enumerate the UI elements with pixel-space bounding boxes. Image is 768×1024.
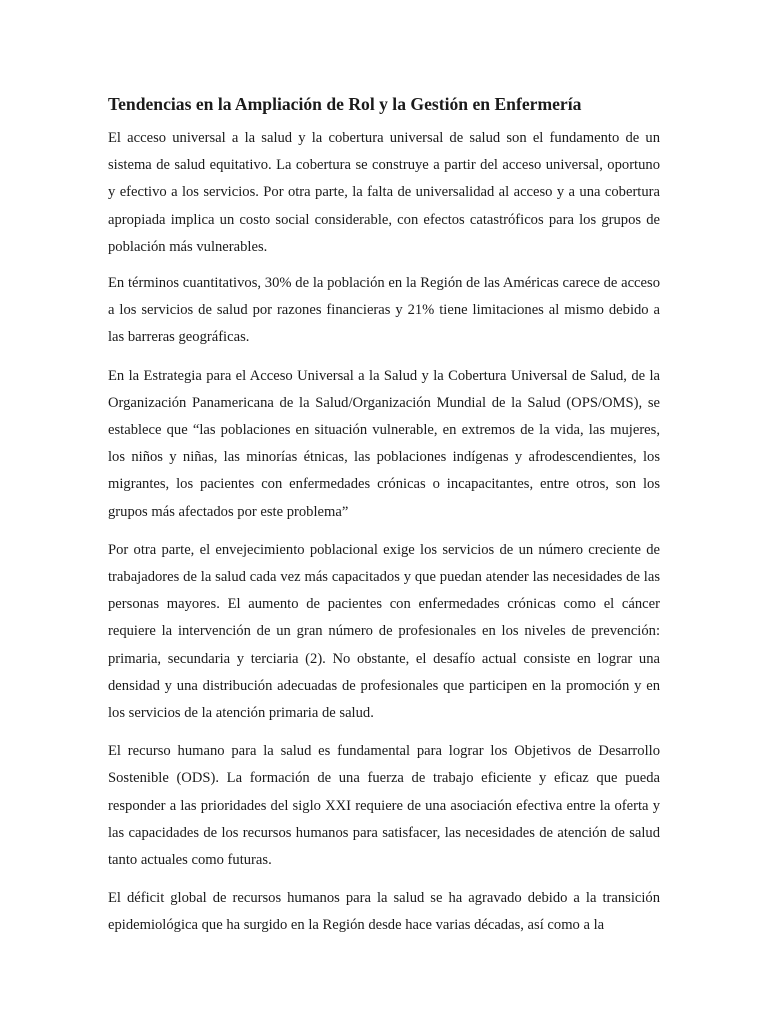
paragraph-5: El recurso humano para la salud es fundamental para lograr los Objetivos de Desarrollo Sostenible (ODS). La formación de una fuerza de trabajo eficiente y eficaz que pueda responder a las prioridades del siglo XXI requiere de una asociación efectiva entre la oferta y las capacidades de los recursos humanos para satisfacer, las necesidades de atención de salud tanto actuales como futuras.	[108, 743, 660, 869]
paragraph-4: Por otra parte, el envejecimiento poblacional exige los servicios de un número creciente de trabajadores de la salud cada vez más capacitados y que puedan atender las necesidades de las personas mayores. El aumento de pacientes con enfermedades crónicas como el cáncer requiere la intervención de un gran número de profesionales en los niveles de prevención: primaria, secundaria y terciaria (2). No obstante, el desafío actual consiste en lograr una densidad y una distribución adecuadas de profesionales que participen en la promoción y en los servicios de la atención primaria de salud.	[108, 541, 660, 722]
paragraph-1: El acceso universal a la salud y la cobertura universal de salud son el fundamento de un sistema de salud equitativo. La cobertura se construye a partir del acceso universal, oportuno y efectivo a los servicios. Por otra parte, la falta de universalidad al acceso y a una cobertura apropiada implica un costo social considerable, con efectos catastróficos para los grupos de población más vulnerables.	[108, 130, 660, 255]
paragraph-2: En términos cuantitativos, 30% de la población en la Región de las Américas carece de acceso a los servicios de salud por razones financieras y 21% tiene limitaciones al mismo debido a las barreras geográficas.	[108, 275, 660, 346]
document-title: Tendencias en la Ampliación de Rol y la Gestión en Enfermería	[108, 94, 582, 114]
paragraph-6: El déficit global de recursos humanos para la salud se ha agravado debido a la transición epidemiológica que ha surgido en la Región desde hace varias décadas, así como a la	[108, 890, 660, 934]
document-page	[108, 0, 660, 1024]
paragraph-3: En la Estrategia para el Acceso Universal a la Salud y la Cobertura Universal de Salud, de la Organización Panamericana de la Salud/Organización Mundial de la Salud (OPS/OMS), se establece que “las poblaciones en situación vulnerable, en extremos de la vida, las mujeres, los niños y niñas, las minorías étnicas, las poblaciones indígenas y afrodescendientes, los migrantes, los pacientes con enfermedades crónicas o incapacitantes, entre otros, son los grupos más afectados por este problema”	[108, 367, 660, 520]
